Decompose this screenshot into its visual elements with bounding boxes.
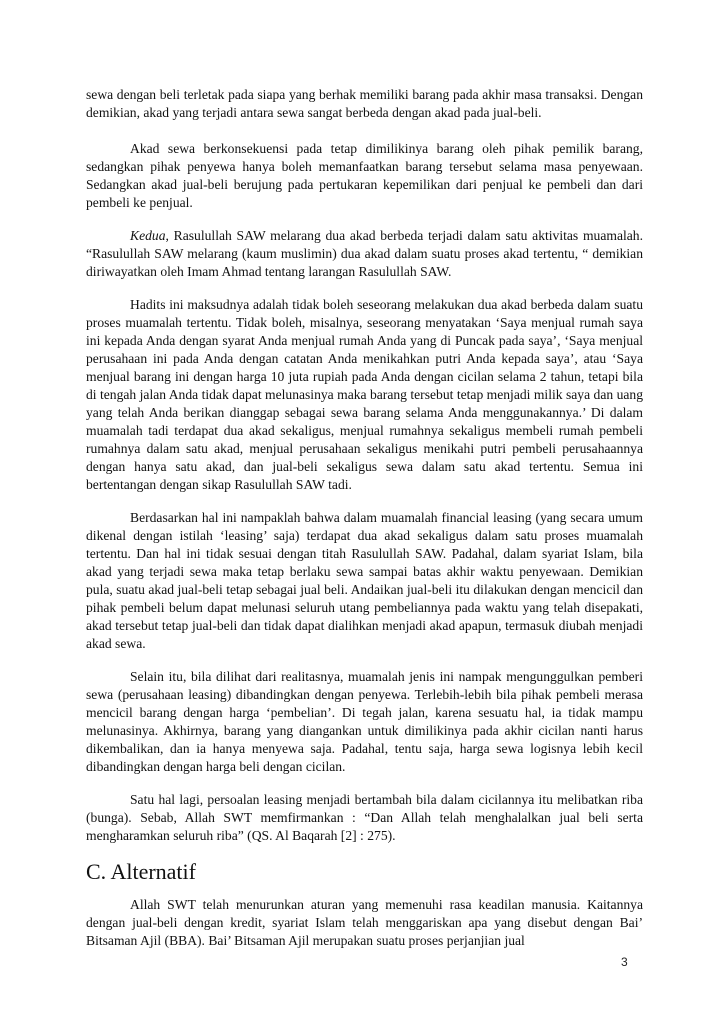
paragraph-3-emphasis: Kedua [130, 228, 166, 243]
paragraph-5: Berdasarkan hal ini nampaklah bahwa dalam muamalah financial leasing (yang secara umum dikenal dengan istilah ‘leasing’ saja) terdapat dua akad sekaligus dalam satu proses muamalah tertentu. Dan hal ini tidak sesuai dengan titah Rasulullah SAW. Padahal, dalam syariat Islam, bila akad yang terjadi sewa maka tetap berlaku sewa sampai batas akhir waktu penyewaan. Demikian pula, suatu akad jual-beli tetap sebagai jual beli. Andaikan jual-beli itu dilakukan dengan mencicil dan pihak pembeli belum dapat melunasi seluruh utang pembeliannya pada waktu yang telah disepakati, akad tersebut tetap jual-beli dan tidak dapat dialihkan menjadi akad apapun, termasuk diubah menjadi akad sewa. [86, 510, 643, 651]
paragraph-3-text: , Rasulullah SAW melarang dua akad berbeda terjadi dalam satu aktivitas muamalah. “Rasulullah SAW melarang (kaum muslimin) dua akad dalam suatu proses akad tertentu, “ demikian diriwayatkan oleh Imam Ahmad tentang larangan Rasulullah SAW. [86, 228, 643, 279]
paragraph-6: Selain itu, bila dilihat dari realitasnya, muamalah jenis ini nampak mengunggulkan pemberi sewa (perusahaan leasing) dibandingkan dengan penyewa. Terlebih-lebih bila pihak pembeli merasa mencicil barang dengan harga ‘pembelian’. Di tegah jalan, karena sesuatu hal, ia tidak mampu melunasinya. Akhirnya, barang yang diangankan untuk dimilikinya pada akhir cicilan nanti harus dikembalikan, dan ia hanya menyewa saja. Padahal, tentu saja, harga sewa logisnya lebih kecil dibandingkan dengan harga beli dengan cicilan. [86, 669, 643, 774]
document-page [86, 86, 643, 965]
paragraph-1: sewa dengan beli terletak pada siapa yang berhak memiliki barang pada akhir masa transaksi. Dengan demikian, akad yang terjadi antara sewa sangat berbeda dengan akad pada jual-beli. [86, 87, 643, 120]
page-number: 3 [621, 955, 628, 969]
paragraph-8: Allah SWT telah menurunkan aturan yang memenuhi rasa keadilan manusia. Kaitannya dengan jual-beli dengan kredit, syariat Islam telah menggariskan apa yang disebut dengan Bai’ Bitsaman Ajil (BBA). Bai’ Bitsaman Ajil merupakan suatu proses perjanjian jual [86, 897, 643, 948]
paragraph-3 [86, 227, 643, 281]
section-heading: C. Alternatif [86, 859, 196, 884]
paragraph-2: Akad sewa berkonsekuensi pada tetap dimilikinya barang oleh pihak pemilik barang, sedangkan pihak penyewa hanya boleh memanfaatkan barang tersebut selama masa penyewaan. Sedangkan akad jual-beli berujung pada pertukaran kepemilikan dari penjual ke pembeli dan dari pembeli ke penjual. [86, 141, 643, 210]
paragraph-7: Satu hal lagi, persoalan leasing menjadi bertambah bila dalam cicilannya itu melibatkan riba (bunga). Sebab, Allah SWT memfirmankan : “Dan Allah telah menghalalkan jual beli serta mengharamkan seluruh riba” (QS. Al Baqarah [2] : 275). [86, 792, 643, 843]
paragraph-4: Hadits ini maksudnya adalah tidak boleh seseorang melakukan dua akad berbeda dalam suatu proses muamalah tertentu. Tidak boleh, misalnya, seseorang menyatakan ‘Saya menjual rumah saya ini kepada Anda dengan syarat Anda menjual rumah Anda yang di Puncak pada saya’, ‘Saya menjual perusahaan ini pada Anda dengan catatan Anda menikahkan putri Anda kepada saya’, atau ‘Saya menjual barang ini dengan harga 10 juta rupiah pada Anda dengan cicilan selama 2 tahun, tetapi bila di tengah jalan Anda tidak dapat melunasinya maka barang tersebut tetap menjadi milik saya dan uang yang telah Anda berikan dianggap sebagai sewa barang selama Anda menggunakannya.’ Di dalam muamalah tadi terdapat dua akad sekaligus, menjual rumahnya sekaligus membeli rumah pembeli rumahnya dalam satu akad, menjual perusahaan sekaligus menikahi putri pembeli perusahaannya dengan hanya satu akad, dan jual-beli sekaligus sewa dalam satu akad tertentu. Semua ini bertentangan dengan sikap Rasulullah SAW tadi. [86, 297, 643, 492]
